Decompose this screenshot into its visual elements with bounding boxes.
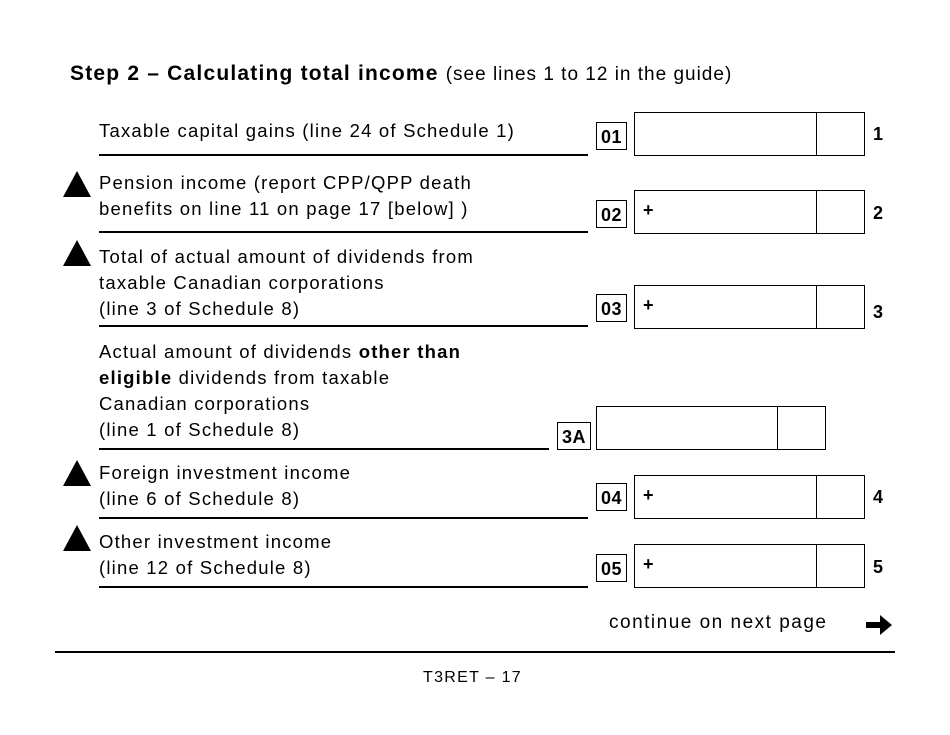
footer-rule: [55, 651, 895, 653]
line-number-4: 4: [873, 487, 884, 507]
line-3a-amount-field[interactable]: [596, 406, 826, 450]
line-1-description: Taxable capital gains (line 24 of Schedule 1): [99, 120, 516, 141]
arrow-right-icon: [866, 613, 894, 637]
continue-on-next-page: continue on next page: [609, 612, 828, 633]
line-4-amount-field[interactable]: [634, 475, 865, 519]
section-title-note: (see lines 1 to 12 in the guide): [445, 64, 733, 85]
plus-operator: +: [643, 554, 654, 574]
cents-divider: [816, 113, 817, 155]
line-3-rule: [99, 325, 588, 327]
warning-triangle-icon: [63, 460, 91, 486]
cents-divider: [816, 545, 817, 587]
warning-triangle-icon: [63, 240, 91, 266]
line-5-description: Other investment income (line 12 of Schedule 8): [99, 531, 333, 578]
plus-operator: +: [643, 200, 654, 220]
cents-divider: [816, 476, 817, 518]
line-3a-rule: [99, 448, 549, 450]
line-code-04: 04: [596, 483, 627, 511]
line-4-description: Foreign investment income (line 6 of Schedule 8): [99, 462, 352, 509]
line-number-3: 3: [873, 302, 884, 322]
line-4-rule: [99, 517, 588, 519]
section-title-main: Step 2 – Calculating total income: [70, 62, 439, 85]
warning-triangle-icon: [63, 525, 91, 551]
line-2-rule: [99, 231, 588, 233]
plus-operator: +: [643, 295, 654, 315]
line-number-1: 1: [873, 124, 884, 144]
line-2-description: Pension income (report CPP/QPP death benefits on line 11 on page 17 [below] ): [99, 172, 472, 219]
cents-divider: [816, 191, 817, 233]
line-3-amount-field[interactable]: [634, 285, 865, 329]
line-code-05: 05: [596, 554, 627, 582]
plus-operator: +: [643, 485, 654, 505]
line-code-01: 01: [596, 122, 627, 150]
line-5-rule: [99, 586, 588, 588]
warning-triangle-icon: [63, 171, 91, 197]
line-code-03: 03: [596, 294, 627, 322]
section-title: [70, 62, 732, 86]
cents-divider: [777, 407, 778, 449]
line-5-amount-field[interactable]: [634, 544, 865, 588]
line-number-5: 5: [873, 557, 884, 577]
cents-divider: [816, 286, 817, 328]
page-footer: T3RET – 17: [423, 669, 522, 686]
line-1-amount-field[interactable]: [634, 112, 865, 156]
line-3a-description: Actual amount of dividends other than eligible dividends from taxable Canadian corporations (line 1 of Schedule 8): [99, 341, 462, 440]
line-code-02: 02: [596, 200, 627, 228]
line-1-rule: [99, 154, 588, 156]
line-3-description: Total of actual amount of dividends from taxable Canadian corporations (line 3 of Schedule 8): [99, 246, 475, 319]
line-2-amount-field[interactable]: [634, 190, 865, 234]
line-code-3a: 3A: [557, 422, 591, 450]
line-number-2: 2: [873, 203, 884, 223]
